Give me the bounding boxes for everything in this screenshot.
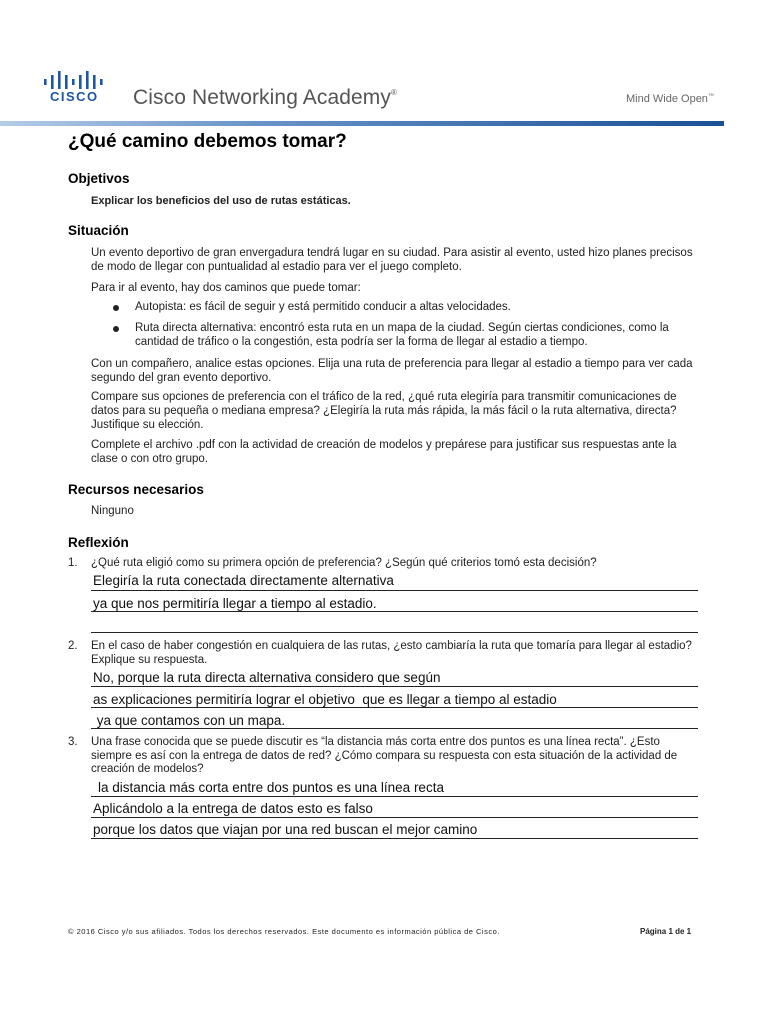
reflection-heading: Reflexión xyxy=(68,535,129,550)
page-title: ¿Qué camino debemos tomar? xyxy=(68,131,347,152)
answer-line xyxy=(91,796,698,797)
trademark-mark: ™ xyxy=(707,93,714,100)
page-header xyxy=(0,0,768,128)
cisco-logo xyxy=(40,68,120,104)
answer-line-text: Elegiría la ruta conectada directamente alternativa xyxy=(93,573,394,588)
answer-line-text: as explicaciones permitiría lograr el objetivo que es llegar a tiempo al estadio xyxy=(93,692,557,707)
situation-paragraph-2: Para ir al evento, hay dos caminos que puede tomar: xyxy=(91,282,361,294)
situation-paragraph-1: Un evento deportivo de gran envergadura tendrá lugar en su ciudad. Para asistir al evento, usted hizo planes precisos de modo de llegar con puntualidad al estadio para ver el juego completo. xyxy=(91,247,693,273)
answer-line xyxy=(91,707,698,708)
academy-title-text: Cisco Networking Academy xyxy=(133,86,391,109)
situation-paragraph-5: Complete el archivo .pdf con la actividad de creación de modelos y prepárese para justificar sus respuestas ante la clase o con otro grupo. xyxy=(91,439,677,465)
bullet-item-alternative: Ruta directa alternativa: encontró esta ruta en un mapa de la ciudad. Según ciertas condiciones, como la cantidad de tráfico o la congestión, esta podría ser la forma de llegar al estadio a tiempo. xyxy=(135,322,669,348)
bullet-icon xyxy=(113,326,119,332)
registered-mark: ® xyxy=(391,88,397,97)
footer-page-number: Página 1 de 1 xyxy=(640,927,692,936)
objectives-heading: Objetivos xyxy=(68,171,130,186)
resources-heading: Recursos necesarios xyxy=(68,482,204,497)
objectives-text: Explicar los beneficios del uso de rutas estáticas. xyxy=(91,195,351,207)
answer-line xyxy=(91,686,698,687)
situation-paragraph-3: Con un compañero, analice estas opciones. Elija una ruta de preferencia para llegar al estadio a tiempo para ver cada segundo del gran evento deportivo. xyxy=(91,358,693,384)
question-number: 1. xyxy=(68,557,78,569)
answer-line-text: porque los datos que viajan por una red buscan el mejor camino xyxy=(93,822,478,837)
cisco-bars-icon xyxy=(44,70,114,90)
cisco-logo-word: CISCO xyxy=(50,89,99,104)
header-rule xyxy=(0,121,724,126)
footer-copyright: © 2016 Cisco y/o sus afiliados. Todos los derechos reservados. Este documento es información pública de Cisco. xyxy=(68,927,500,936)
question-number: 3. xyxy=(68,736,78,748)
answer-line xyxy=(91,838,698,839)
answer-line-text: No, porque la ruta directa alternativa considero que según xyxy=(93,670,441,685)
bullet-item-highway: Autopista: es fácil de seguir y está permitido conducir a altas velocidades. xyxy=(135,301,511,313)
resources-text: Ninguno xyxy=(91,505,134,517)
answer-line xyxy=(91,611,698,612)
question-number: 2. xyxy=(68,640,78,652)
tagline xyxy=(626,93,714,105)
academy-title xyxy=(133,86,397,110)
situation-heading: Situación xyxy=(68,223,129,238)
answer-line-text: Aplicándolo a la entrega de datos esto es falso xyxy=(93,801,373,816)
bullet-icon xyxy=(113,305,119,311)
answer-line-text: la distancia más corta entre dos puntos es una línea recta xyxy=(98,780,444,795)
question-1-text: ¿Qué ruta eligió como su primera opción de preferencia? ¿Según qué criterios tomó esta decisión? xyxy=(91,557,597,569)
answer-line xyxy=(91,590,698,591)
answer-line-text: ya que nos permitiría llegar a tiempo al estadio. xyxy=(93,596,377,611)
answer-line xyxy=(91,728,698,729)
question-2-text: En el caso de haber congestión en cualquiera de las rutas, ¿esto cambiaría la ruta que tomaría para llegar al estadio? Explique su respuesta. xyxy=(91,640,692,666)
question-3-text: Una frase conocida que se puede discutir es “la distancia más corta entre dos puntos es una línea recta”. ¿Esto siempre es así con la entrega de datos de red? ¿Cómo compara su respuesta con esta situación de la actividad de creación de modelos? xyxy=(91,736,678,775)
answer-line xyxy=(91,632,698,633)
answer-line-text: ya que contamos con un mapa. xyxy=(93,713,286,728)
situation-paragraph-4: Compare sus opciones de preferencia con el tráfico de la red, ¿qué ruta elegiría para transmitir comunicaciones de datos para su pequeña o mediana empresa? ¿Elegiría la ruta más rápida, la más fácil o la ruta alternativa, directa? Justifique su elección. xyxy=(91,391,677,431)
tagline-text: Mind Wide Open xyxy=(626,93,708,105)
answer-line xyxy=(91,817,698,818)
